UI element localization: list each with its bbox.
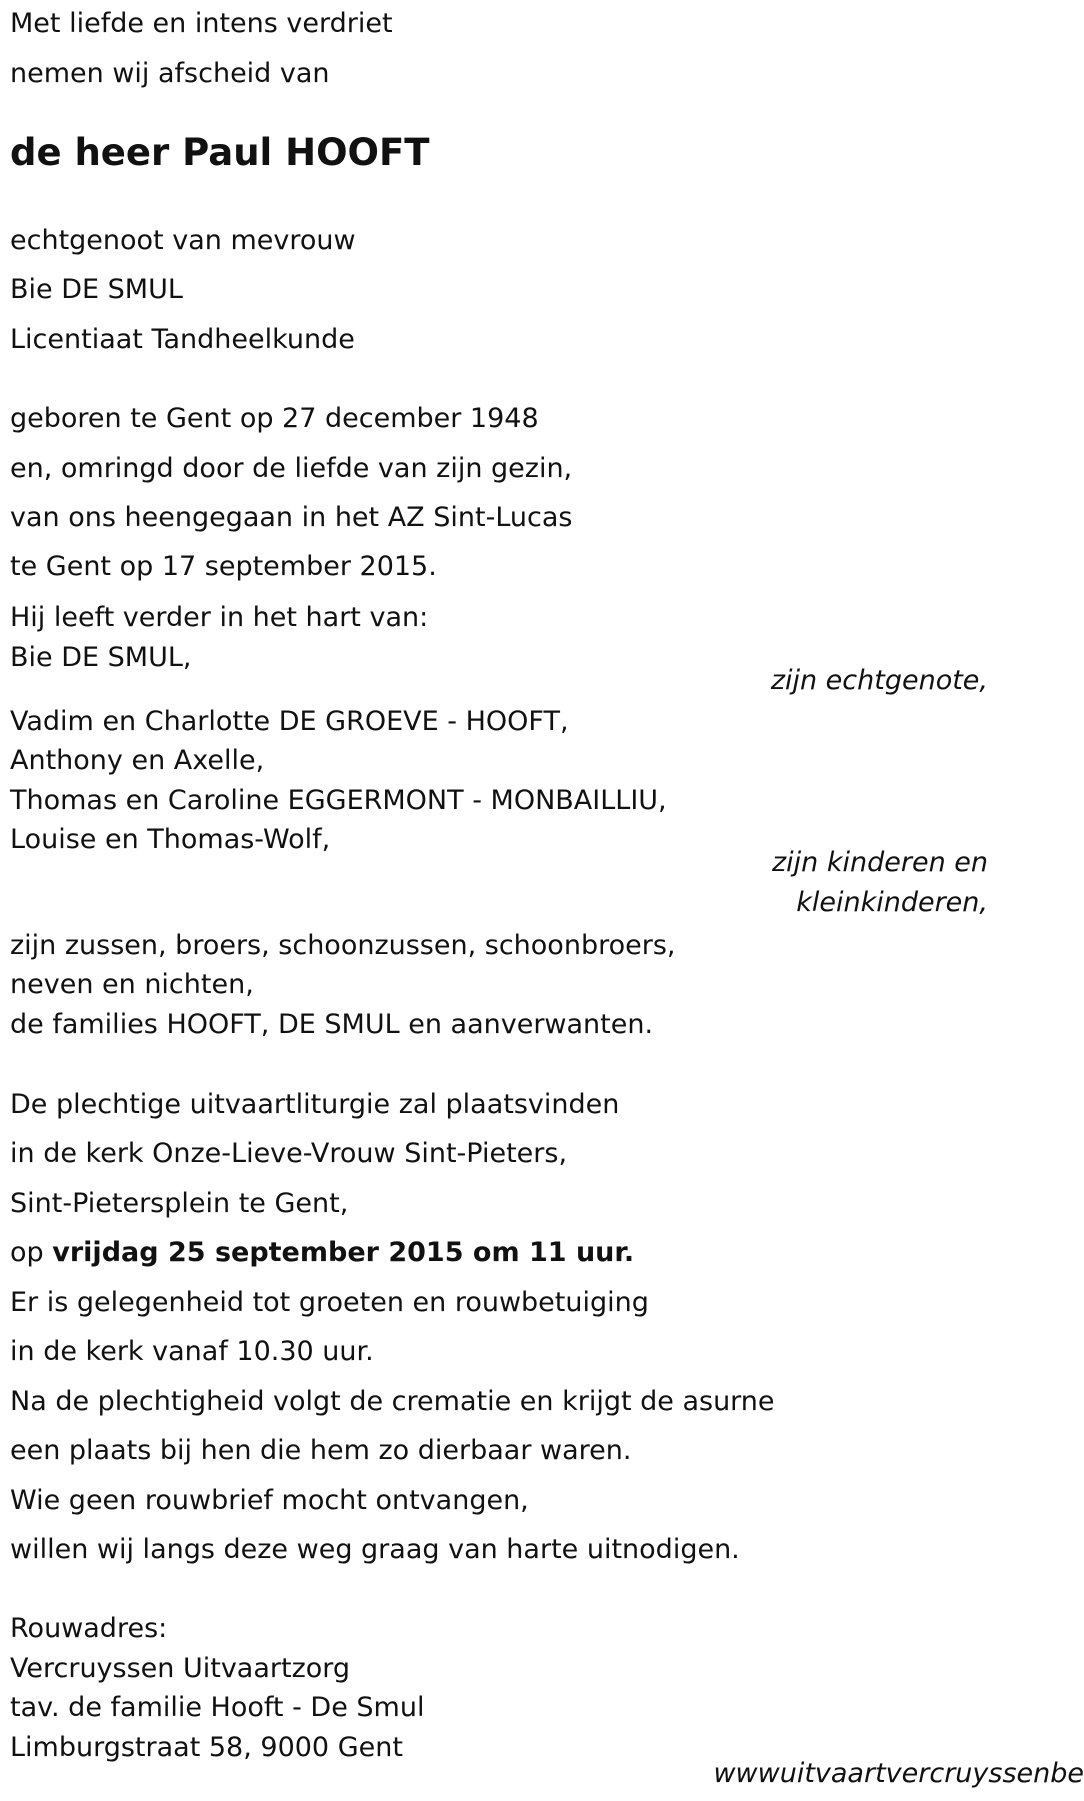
- survivor-wife: Bie DE SMUL,: [10, 642, 192, 673]
- address-line-1: Vercruyssen Uitvaartzorg: [10, 1653, 351, 1684]
- ceremony-date-line: [10, 1235, 634, 1271]
- spouse-line-1: echtgenoot van mevrouw: [10, 225, 356, 256]
- address-line-3: Limburgstraat 58, 9000 Gent: [10, 1732, 403, 1763]
- ceremony-line-5: Er is gelegenheid tot groeten en rouwbetuiging: [10, 1287, 649, 1318]
- intro-line-1: Met liefde en intens verdriet: [10, 8, 393, 39]
- address-line-2: tav. de familie Hooft - De Smul: [10, 1692, 425, 1723]
- child-line-3: Thomas en Caroline EGGERMONT - MONBAILLIU,: [10, 785, 667, 816]
- ceremony-line-10: willen wij langs deze weg graag van harte uitnodigen.: [10, 1534, 740, 1565]
- spouse-line-3: Licentiaat Tandheelkunde: [10, 324, 355, 355]
- ceremony-line-3: Sint-Pietersplein te Gent,: [10, 1188, 349, 1219]
- child-line-4: Louise en Thomas-Wolf,: [10, 824, 331, 855]
- intro-line-2: nemen wij afscheid van: [10, 58, 330, 89]
- deceased-name: de heer Paul HOOFT: [10, 131, 430, 174]
- child-line-1: Vadim en Charlotte DE GROEVE - HOOFT,: [10, 706, 569, 737]
- ceremony-date-prefix: op: [10, 1237, 44, 1268]
- footer-website: wwwuitvaartvercruyssenbe: [713, 1758, 1084, 1789]
- birth-line: geboren te Gent op 27 december 1948: [10, 403, 539, 434]
- ceremony-line-9: Wie geen rouwbrief mocht ontvangen,: [10, 1485, 529, 1516]
- family-line-3: de families HOOFT, DE SMUL en aanverwanten.: [10, 1009, 654, 1040]
- spouse-line-2: Bie DE SMUL: [10, 274, 183, 305]
- child-line-2: Anthony en Axelle,: [10, 745, 265, 776]
- passed-line: van ons heengegaan in het AZ Sint-Lucas: [10, 502, 573, 533]
- address-label: Rouwadres:: [10, 1613, 168, 1644]
- death-date-line: te Gent op 17 september 2015.: [10, 551, 437, 582]
- family-line-2: neven en nichten,: [10, 969, 254, 1000]
- ceremony-line-2: in de kerk Onze-Lieve-Vrouw Sint-Pieters,: [10, 1138, 568, 1169]
- ceremony-line-8: een plaats bij hen die hem zo dierbaar waren.: [10, 1435, 632, 1466]
- wife-role: zijn echtgenote,: [770, 665, 988, 696]
- family-line-1: zijn zussen, broers, schoonzussen, schoonbroers,: [10, 930, 676, 961]
- children-role-2: kleinkinderen,: [796, 887, 988, 918]
- ceremony-line-1: De plechtige uitvaartliturgie zal plaatsvinden: [10, 1089, 620, 1120]
- ceremony-line-7: Na de plechtigheid volgt de crematie en krijgt de asurne: [10, 1386, 775, 1417]
- ceremony-date: vrijdag 25 september 2015 om 11 uur.: [52, 1237, 635, 1268]
- survivors-intro: Hij leeft verder in het hart van:: [10, 602, 429, 633]
- children-role-1: zijn kinderen en: [772, 847, 988, 878]
- ceremony-line-6: in de kerk vanaf 10.30 uur.: [10, 1336, 374, 1367]
- surrounded-line: en, omringd door de liefde van zijn gezin,: [10, 453, 573, 484]
